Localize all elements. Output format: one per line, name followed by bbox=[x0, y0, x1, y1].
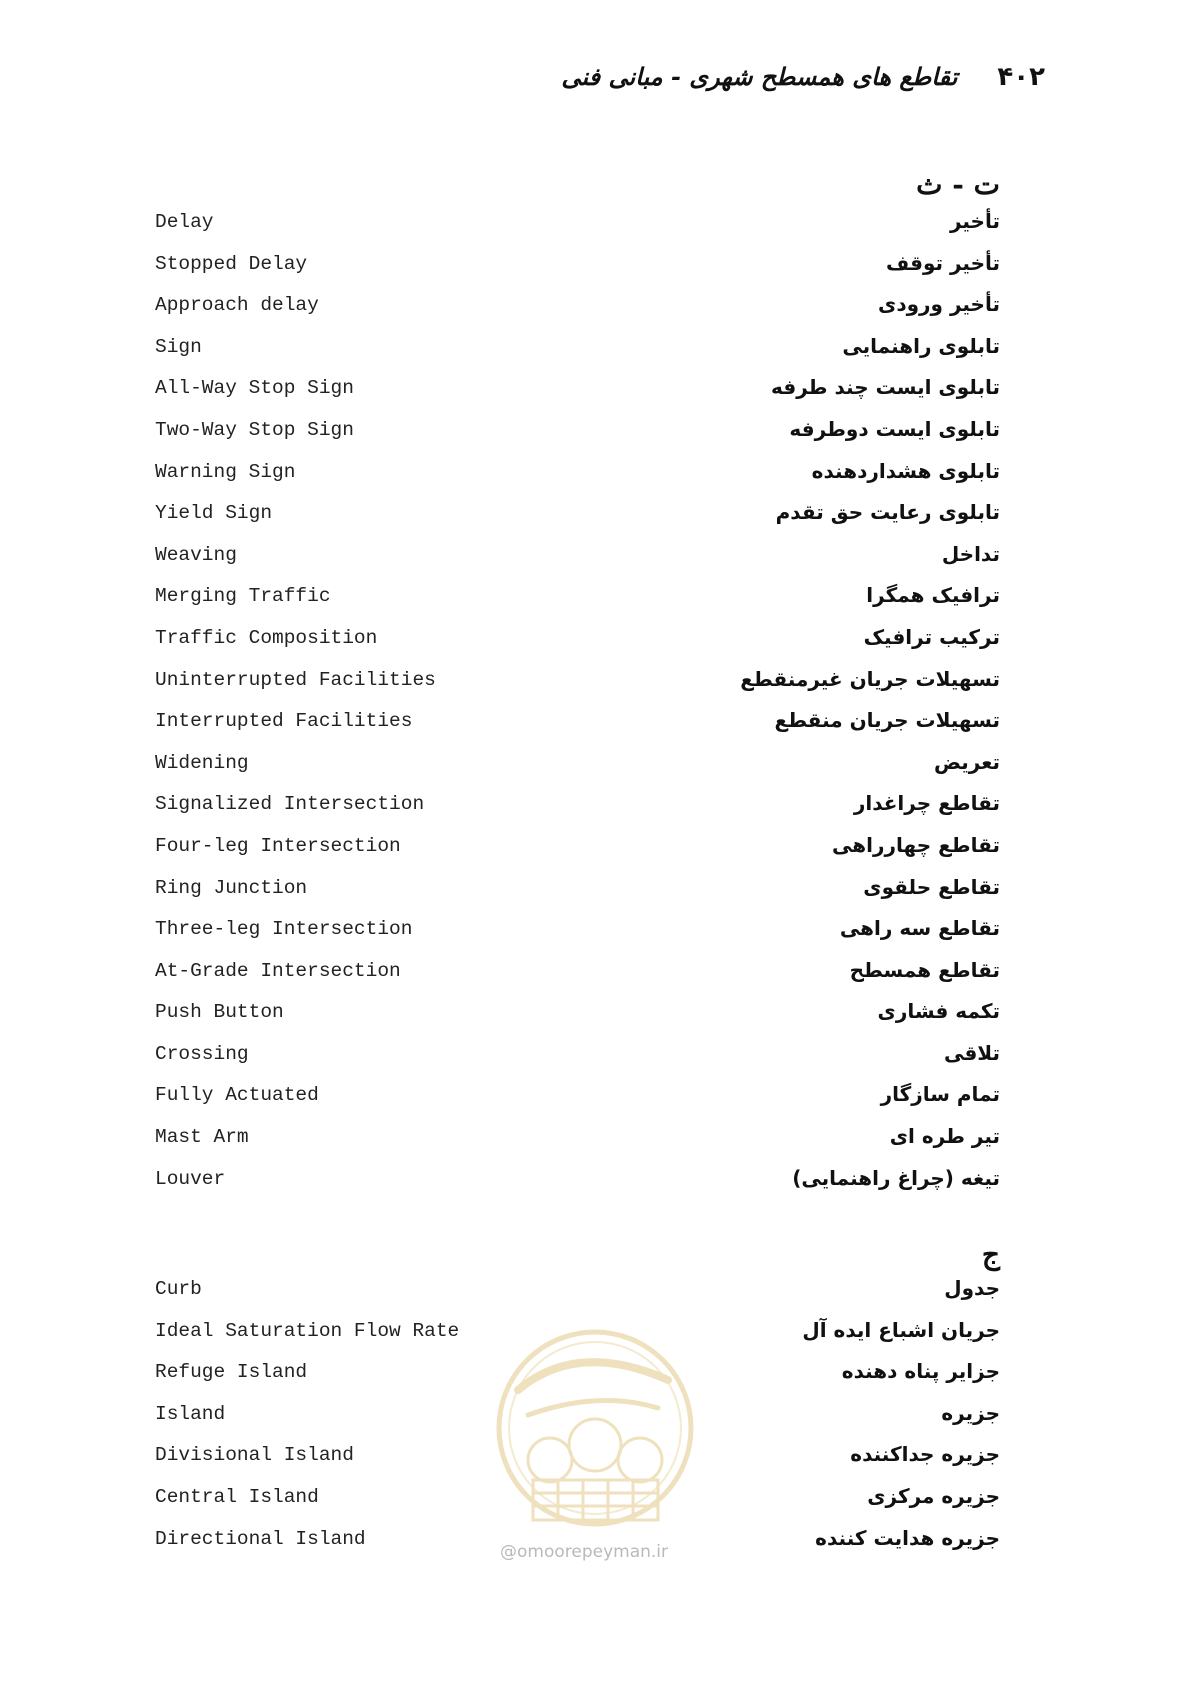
english-term: Signalized Intersection bbox=[155, 793, 425, 816]
english-term: Ring Junction bbox=[155, 876, 308, 899]
glossary-entry bbox=[0, 829, 1190, 871]
glossary-entry bbox=[0, 995, 1190, 1037]
persian-term: تأخیر ورودی bbox=[878, 292, 1000, 317]
english-term: Directional Island bbox=[155, 1527, 366, 1550]
glossary-entry bbox=[0, 538, 1190, 580]
persian-term: جزیره جداکننده bbox=[850, 1442, 1000, 1467]
persian-term: تقاطع همسطح bbox=[849, 957, 1000, 982]
english-term: Divisional Island bbox=[155, 1444, 354, 1467]
persian-term: جزیره bbox=[941, 1400, 1000, 1425]
english-term: Crossing bbox=[155, 1042, 249, 1065]
glossary-entry bbox=[0, 746, 1190, 788]
persian-term: تلاقی bbox=[943, 1040, 1000, 1065]
persian-term: تقاطع چهارراهی bbox=[832, 832, 1000, 857]
persian-term: تعریض bbox=[933, 749, 1000, 774]
running-title: تقاطع های همسطح شهری - مبانی فنی bbox=[561, 62, 958, 91]
persian-term: تابلوی هشداردهنده bbox=[811, 458, 1000, 483]
english-term: Warning Sign bbox=[155, 460, 296, 483]
persian-term: تقاطع حلقوی bbox=[863, 874, 1000, 899]
glossary-entry bbox=[0, 205, 1190, 247]
english-term: Central Island bbox=[155, 1485, 319, 1508]
glossary-entry bbox=[0, 621, 1190, 663]
persian-term: تابلوی راهنمایی bbox=[842, 333, 1000, 358]
persian-term: تمام سازگار bbox=[880, 1082, 1000, 1107]
english-term: Curb bbox=[155, 1278, 202, 1300]
english-term: Ideal Saturation Flow Rate bbox=[155, 1319, 460, 1342]
persian-term: تابلوی رعایت حق تقدم bbox=[775, 500, 1000, 525]
persian-term: تقاطع سه راهی bbox=[839, 916, 1000, 941]
persian-term: تقاطع چراغدار bbox=[853, 791, 1000, 816]
english-term: Louver bbox=[155, 1167, 226, 1190]
persian-term: جزیره مرکزی bbox=[867, 1483, 1000, 1508]
glossary-entry bbox=[0, 954, 1190, 996]
page-header bbox=[561, 62, 1045, 92]
persian-term: ترافیک همگرا bbox=[866, 583, 1000, 608]
page-number: ۴۰۲ bbox=[997, 62, 1045, 92]
english-term: Sign bbox=[155, 335, 202, 358]
english-term: Interrupted Facilities bbox=[155, 710, 413, 733]
watermark-logo bbox=[488, 1320, 703, 1560]
english-term: Traffic Composition bbox=[155, 626, 378, 649]
persian-term: تابلوی ایست دوطرفه bbox=[789, 416, 1000, 441]
english-term: Three-leg Intersection bbox=[155, 918, 413, 941]
persian-term: جزایر پناه دهنده bbox=[841, 1359, 1000, 1384]
glossary-entry bbox=[0, 455, 1190, 497]
english-term: Uninterrupted Facilities bbox=[155, 668, 436, 691]
glossary-entry bbox=[0, 1078, 1190, 1120]
glossary-list-te-se bbox=[0, 205, 1190, 1203]
english-term: Yield Sign bbox=[155, 502, 273, 525]
english-term: Delay bbox=[155, 211, 214, 233]
persian-term: تابلوی ایست چند طرفه bbox=[771, 375, 1000, 400]
persian-term: تداخل bbox=[941, 541, 1000, 566]
english-term: Two-Way Stop Sign bbox=[155, 418, 354, 441]
section-heading-jim: ج bbox=[981, 1238, 1000, 1271]
persian-term: جدول bbox=[944, 1276, 1000, 1300]
glossary-entry bbox=[0, 288, 1190, 330]
english-term: Stopped Delay bbox=[155, 252, 308, 275]
glossary-entry bbox=[0, 330, 1190, 372]
english-term: Four-leg Intersection bbox=[155, 834, 401, 857]
english-term: All-Way Stop Sign bbox=[155, 377, 354, 400]
glossary-entry bbox=[0, 371, 1190, 413]
persian-term: تیر طره ای bbox=[889, 1124, 1000, 1149]
persian-term: جزیره هدایت کننده bbox=[815, 1525, 1000, 1550]
english-term: Refuge Island bbox=[155, 1361, 308, 1384]
glossary-entry bbox=[0, 912, 1190, 954]
glossary-entry bbox=[0, 496, 1190, 538]
persian-term: تیغه (چراغ راهنمایی) bbox=[792, 1165, 1000, 1190]
persian-term: تسهیلات جریان منقطع bbox=[774, 708, 1000, 733]
english-term: Merging Traffic bbox=[155, 585, 331, 608]
persian-term: تکمه فشاری bbox=[877, 999, 1000, 1024]
glossary-entry bbox=[0, 1272, 1190, 1314]
english-term: Approach delay bbox=[155, 294, 319, 317]
glossary-entry bbox=[0, 663, 1190, 705]
persian-term: تأخیر bbox=[949, 209, 1000, 233]
english-term: Widening bbox=[155, 751, 249, 774]
glossary-entry bbox=[0, 704, 1190, 746]
english-term: Push Button bbox=[155, 1001, 284, 1024]
english-term: Mast Arm bbox=[155, 1126, 249, 1149]
persian-term: جریان اشباع ایده آل bbox=[802, 1317, 1000, 1342]
section-heading-te-se: ت - ث bbox=[916, 168, 1000, 201]
english-term: Island bbox=[155, 1402, 226, 1425]
glossary-entry bbox=[0, 1120, 1190, 1162]
persian-term: ترکیب ترافیک bbox=[863, 624, 1000, 649]
glossary-entry bbox=[0, 787, 1190, 829]
glossary-entry bbox=[0, 1037, 1190, 1079]
glossary-entry bbox=[0, 579, 1190, 621]
persian-term: تأخیر توقف bbox=[886, 250, 1000, 275]
glossary-entry bbox=[0, 871, 1190, 913]
english-term: Fully Actuated bbox=[155, 1084, 319, 1107]
watermark-url: @omoorepeyman.ir bbox=[500, 1542, 669, 1562]
english-term: At-Grade Intersection bbox=[155, 959, 401, 982]
glossary-entry bbox=[0, 413, 1190, 455]
persian-term: تسهیلات جریان غیرمنقطع bbox=[740, 666, 1000, 691]
english-term: Weaving bbox=[155, 543, 237, 566]
glossary-entry bbox=[0, 1162, 1190, 1204]
glossary-entry bbox=[0, 247, 1190, 289]
